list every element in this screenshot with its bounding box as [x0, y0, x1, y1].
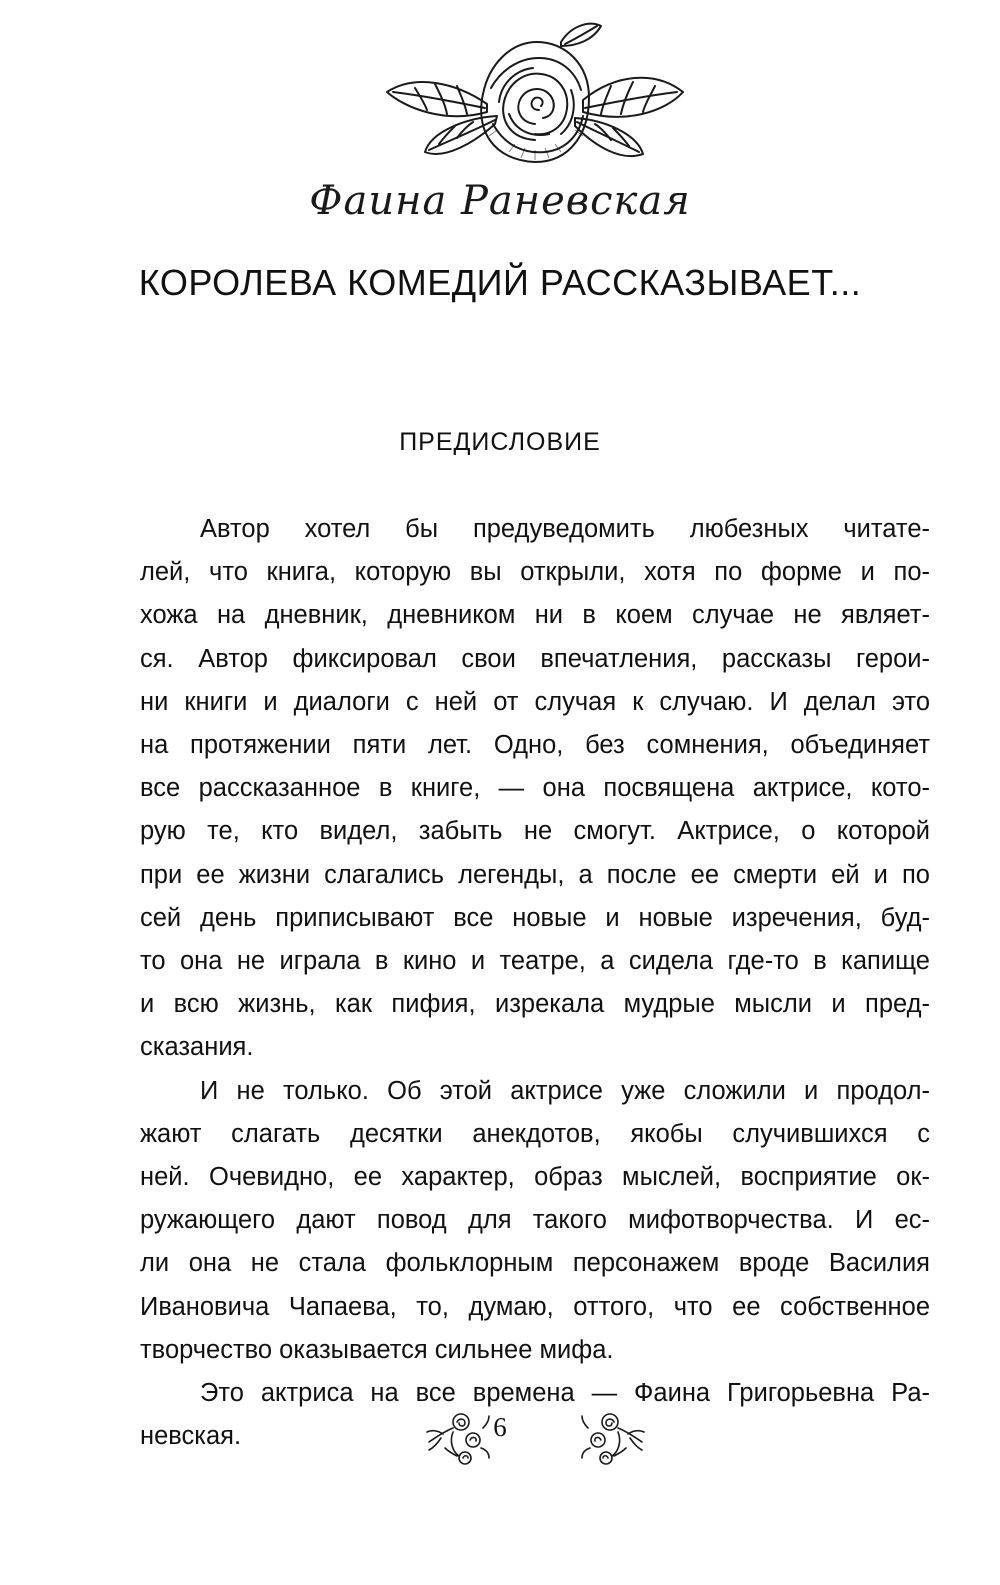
- author-name: Фаина Раневская: [309, 178, 691, 224]
- text-line: лей, что книга, которую вы открыли, хотя по форме и по-: [140, 558, 930, 587]
- text-line: хожа на дневник, дневником ни в коем случае не являет-: [140, 601, 930, 630]
- text-line: Ивановича Чапаева, то, думаю, оттого, что ее собственное: [140, 1292, 930, 1321]
- text-line: творчество оказывается сильнее мифа.: [140, 1335, 614, 1364]
- text-line: на протяжении пяти лет. Одно, без сомнения, объединяет: [140, 731, 930, 760]
- text-line: рую те, кто видел, забыть не смогут. Актрисе, о которой: [140, 817, 930, 846]
- rose-sprig-icon: [578, 1408, 648, 1468]
- text-line: невская.: [140, 1422, 242, 1451]
- text-line: ней. Очевидно, ее характер, образ мыслей, восприятие ок-: [140, 1163, 930, 1192]
- text-line: ружающего дают повод для такого мифотворчества. И ес-: [140, 1206, 930, 1235]
- section-heading: ПРЕДИСЛОВИЕ: [399, 428, 601, 456]
- text-line: Автор хотел бы предуведомить любезных читате-: [200, 515, 930, 543]
- text-line: ли она не стала фольклорным персонажем вроде Василия: [140, 1249, 930, 1278]
- text-line: жают слагать десятки анекдотов, якобы случившихся с: [140, 1119, 930, 1148]
- text-line: все рассказанное в книге, — она посвящена актрисе, кото-: [140, 774, 930, 803]
- page-number: 6: [493, 1412, 507, 1442]
- text-line: и всю жизнь, как пифия, изрекала мудрые мысли и пред-: [140, 990, 930, 1019]
- text-line: ся. Автор фиксировал свои впечатления, рассказы герои-: [140, 644, 930, 673]
- page-footer: [0, 1408, 1000, 1488]
- text-line: Это актриса на все времена — Фаина Григорьевна Ра-: [200, 1379, 930, 1408]
- text-line: сказания.: [140, 1033, 254, 1062]
- text-line: сей день приписывают все новые и новые изречения, буд-: [140, 903, 930, 932]
- text-line: ни книги и диалоги с ней от случая к случаю. И делал это: [140, 687, 930, 716]
- rose-icon: [375, 12, 695, 182]
- text-line: при ее жизни слагались легенды, а после ее смерти ей и по: [140, 860, 930, 889]
- text-line: то она не играла в кино и театре, а сидела где-то в капище: [140, 947, 930, 976]
- preface-text: [140, 508, 930, 1458]
- text-line: И не только. Об этой актрисе уже сложили и продол-: [200, 1076, 930, 1105]
- book-title: КОРОЛЕВА КОМЕДИЙ РАССКАЗЫВАЕТ...: [138, 262, 862, 303]
